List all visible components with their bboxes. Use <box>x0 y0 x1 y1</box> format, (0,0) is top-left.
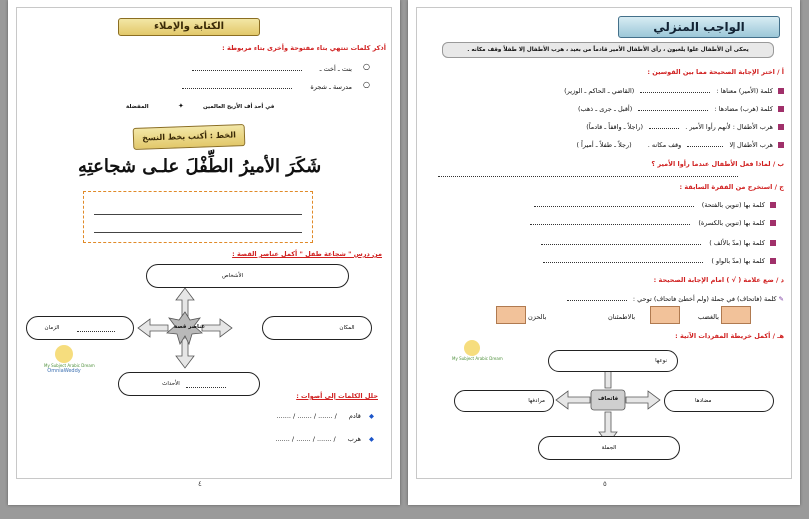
mini-title-right: في أحد أف الأريح العالمين <box>203 104 275 110</box>
q1-item-3-options: (راجلاً ـ واقفاً ـ قادماً) <box>586 123 644 131</box>
sun-icon <box>55 345 73 363</box>
q1-heading: أ / اختر الإجابة الصحيحة مما بين القوسين : <box>647 68 784 76</box>
map-meaning-label: نوعها <box>655 358 667 364</box>
q5-heading: هـ / أكمل خريطة المفردات الآتية : <box>675 332 784 340</box>
instruction-taa: أذكر كلمات تنتهي بتاء مفتوحة وأخرى بتاء مربوطة : <box>222 44 386 52</box>
left-title-banner: الكتابة والإملاء <box>118 18 260 36</box>
node-time-label: الزمان <box>44 325 60 331</box>
pencil-icon: ✎ <box>778 295 784 303</box>
sounds-heading: حلل الكلمات إلى أصوات : <box>296 392 378 400</box>
q1-item-4-label: هرب الأطفال إلا <box>729 141 773 149</box>
ornament-icon: ✦ <box>178 102 184 110</box>
q1-item-3-label: هرب الأطفال : لأنهم رأوا الأمير . <box>685 123 773 131</box>
passage-text: يحكى أن الأطفال علوا يلعبون ، رأى الأطفال الأمير قادماً من بعيد ، هرب الأطفال إلا طفلاً وقف مكانه . <box>467 47 749 53</box>
q3-item-2-label: كلمة بها (تنوين بالكسرة) <box>698 219 765 227</box>
node-place[interactable] <box>262 316 372 340</box>
map-meaning[interactable] <box>548 350 678 372</box>
map-synonym-label: مرادفها <box>528 398 545 404</box>
q3-item-1-label: كلمة بها (تنوين بالفتحة) <box>701 201 765 209</box>
sound-row-1 <box>277 412 374 420</box>
q1-item-2-label: كلمة (هرب) مضادها : <box>714 105 773 113</box>
map-sentence-label: الجملة <box>601 445 617 451</box>
q3-item-4-label: كلمة بها (مدّ بالواو ) <box>711 257 765 265</box>
map-opposite[interactable] <box>664 390 774 412</box>
q1-item-2-options: (أقبل ـ جرى ـ ذهب) <box>577 105 633 113</box>
q3-heading: ج / استخرج من الفقرة السابقة : <box>679 183 784 191</box>
answer-line <box>77 325 115 332</box>
page-4 <box>8 0 400 505</box>
page-number: ٥ <box>603 480 607 488</box>
watermark-text-1: My Subject Arabic Dream <box>44 363 95 368</box>
page-5 <box>408 0 800 505</box>
pair-1-text: بنت ـ أخت ـ <box>319 65 352 73</box>
calligraphy-sentence: شَكَرَ الأميرُ الطِّفْلَ علـى شجاعتِهِ <box>78 156 322 177</box>
word-2: هرب <box>347 435 361 443</box>
sound-slots-1[interactable]: / ....... / ....... / ....... <box>276 412 337 420</box>
node-place-label: المكان <box>339 325 355 331</box>
q1-item-1-label: كلمة (الأمير) معناها : <box>716 87 773 95</box>
arrow-down <box>176 338 194 368</box>
q4-heading: د / ضع علامة ( √ ) امام الإجابة الصحيحة : <box>653 276 784 284</box>
q1-item-1-options: (القاضي ـ الحاكم ـ الوزير) <box>564 87 635 95</box>
sound-slots-2[interactable]: / ....... / ....... / ....... <box>275 435 336 443</box>
arrow-left <box>556 391 590 409</box>
bullet-diamond-icon: ◆ <box>369 435 374 443</box>
word-1: قادم <box>348 412 361 420</box>
arrow-left <box>138 319 168 337</box>
arrow-right <box>626 391 660 409</box>
watermark-logo <box>44 345 95 374</box>
node-characters-label: الأشخاص <box>222 273 244 279</box>
mini-title-left: المفضلة <box>126 104 149 110</box>
sun-icon <box>464 340 480 356</box>
node-events[interactable] <box>118 372 260 396</box>
watermark-text-2: OmniaWeddy <box>47 368 81 374</box>
q2-heading: ب / لماذا فعل الأطفال عندما رأوا الأمير ؟ <box>651 160 784 168</box>
map-sentence[interactable] <box>538 436 680 460</box>
watermark-logo <box>452 340 503 361</box>
watermark-text-1: My Subject Arabic Dream <box>452 356 503 361</box>
bullet-icon: ○ <box>363 80 370 89</box>
node-characters[interactable] <box>146 264 349 288</box>
right-title-banner: الواجب المنزلي <box>618 16 780 38</box>
q4-opt-1-label: بالغضب <box>698 313 719 321</box>
q3-item-3-label: كلمة بها (مدّ بالألف ) <box>709 239 765 247</box>
page-number: ٤ <box>198 480 202 488</box>
pair-2-text: مدرسة ـ شجرة <box>310 83 352 91</box>
map-opposite-label: مضادها <box>695 398 712 404</box>
q1-item-4-middle: وقف مكانه . <box>647 141 682 149</box>
sound-row-2 <box>275 435 374 443</box>
q4-opt-2-label: بالاطمئنان <box>608 313 636 321</box>
center-label: عناصر قصة <box>174 324 206 330</box>
map-center-label: فاتحاف <box>598 396 619 402</box>
vocab-arrows <box>408 0 800 505</box>
q4-item-text: كلمة (فاتحاف) في جملة (ولم أخطئ فاتحاف) توحي : <box>632 295 777 303</box>
story-heading: من درس " شجاعة طفل " أكمل عناصر القصة : <box>232 250 382 258</box>
node-events-label: الأحداث <box>162 381 180 387</box>
bullet-icon: ○ <box>363 62 370 71</box>
script-label-banner: الخط : أكتب بخط النسخ <box>133 124 246 150</box>
answer-line <box>186 381 226 388</box>
story-arrows <box>8 0 400 505</box>
q1-item-4-options: (رجلاً ـ طفلاً ـ أميراً ) <box>576 141 632 149</box>
arrow-right <box>202 319 232 337</box>
node-time[interactable] <box>26 316 134 340</box>
q4-opt-3-label: بالحزن <box>528 313 547 321</box>
bullet-diamond-icon: ◆ <box>369 412 374 420</box>
map-synonym[interactable] <box>454 390 554 412</box>
